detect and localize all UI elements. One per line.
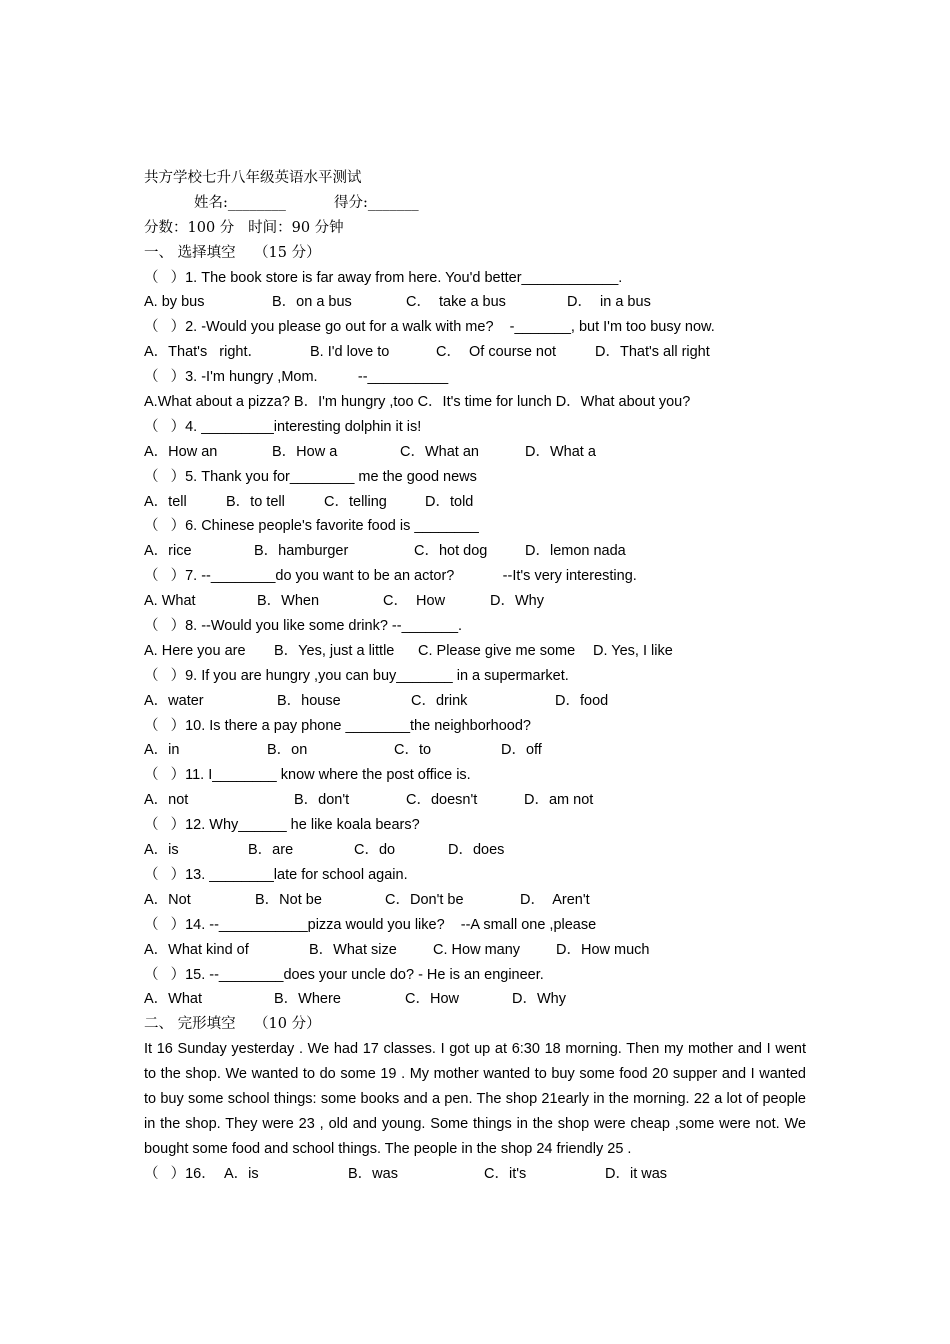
question-13-options bbox=[144, 888, 808, 913]
section-heading-multiple-choice: 一、 选择填空 （15 分） bbox=[144, 244, 321, 261]
option-c: C．What an bbox=[400, 443, 479, 460]
option-d: D．Why bbox=[490, 593, 544, 610]
question-6-options bbox=[144, 539, 808, 564]
question-11-options bbox=[144, 788, 808, 813]
question-9-options bbox=[144, 689, 808, 714]
option-c: C．drink bbox=[411, 692, 468, 709]
option-a: A．is bbox=[144, 842, 179, 859]
question-5: （ ）5. Thank you for________ me the good news bbox=[144, 468, 477, 485]
option-a: A．That's right． bbox=[144, 344, 262, 361]
student-info-line bbox=[144, 191, 808, 216]
option-d: D．off bbox=[501, 742, 542, 759]
option-c: C．to bbox=[394, 742, 432, 759]
option-a: A．How an bbox=[144, 443, 218, 460]
option-a: A. What bbox=[144, 593, 196, 610]
score-time-info: 分数：100 分 时间：90 分钟 bbox=[144, 219, 344, 236]
question-5-options bbox=[144, 490, 808, 515]
option-a: A．Not bbox=[144, 891, 191, 908]
option-d: D． in a bus bbox=[567, 294, 651, 311]
option-a: A．What kind of bbox=[144, 941, 249, 958]
option-d: D．does bbox=[448, 842, 505, 859]
option-c: C. Please give me some bbox=[418, 642, 576, 659]
option-b: B．Yes, just a little bbox=[274, 642, 395, 659]
question-16 bbox=[144, 1162, 808, 1187]
question-2-options bbox=[144, 340, 808, 365]
question-11: （ ）11. I________ know where the post office is. bbox=[144, 767, 471, 784]
option-b: B．How a bbox=[272, 443, 338, 460]
option-d: D．lemon nada bbox=[525, 543, 626, 560]
option-b: B．Where bbox=[274, 991, 341, 1008]
option-a: A．tell bbox=[144, 493, 187, 510]
option-d: D．am not bbox=[524, 792, 594, 809]
question-9: （ ）9. If you are hungry ,you can buy_______ in a supermarket. bbox=[144, 667, 569, 684]
question-3: （ ）3. -I'm hungry ,Mom. --__________ bbox=[144, 369, 449, 386]
question-2: （ ）2. -Would you please go out for a walk with me? -_______, but I'm too busy now. bbox=[144, 319, 715, 336]
option-c: C. How many bbox=[433, 941, 521, 958]
question-12-options bbox=[144, 838, 808, 863]
question-15: （ ）15. --________does your uncle do? - He is an engineer. bbox=[144, 966, 544, 983]
option-a: A．not bbox=[144, 792, 189, 809]
option-b: B．to tell bbox=[226, 493, 285, 510]
option-b: B．don't bbox=[294, 792, 350, 809]
option-c: C．Don't be bbox=[385, 891, 464, 908]
question-8-options bbox=[144, 639, 808, 664]
option-a: A．in bbox=[144, 742, 180, 759]
question-16-number: （ ）16． bbox=[144, 1165, 216, 1182]
option-a: A. Here you are bbox=[144, 642, 246, 659]
question-6: （ ）6. Chinese people's favorite food is ________ bbox=[144, 518, 479, 535]
option-b: B．When bbox=[257, 593, 320, 610]
exam-title: 共方学校七升八年级英语水平测试 bbox=[144, 170, 362, 186]
question-10: （ ）10. Is there a pay phone ________the neighborhood? bbox=[144, 717, 531, 734]
option-b: B．are bbox=[248, 842, 294, 859]
option-d: D．it was bbox=[605, 1165, 668, 1182]
option-b: B．on a bus bbox=[272, 294, 352, 311]
question-14-options bbox=[144, 938, 808, 963]
question-3-options bbox=[144, 390, 808, 415]
option-a: A. by bus bbox=[144, 294, 205, 311]
question-10-options bbox=[144, 738, 808, 763]
option-b: B．was bbox=[348, 1165, 398, 1182]
question-1: （ ）1. The book store is far away from here. You'd better____________. bbox=[144, 269, 623, 286]
question-14: （ ）14. --___________pizza would you like? --A small one ,please bbox=[144, 916, 597, 933]
question-7-options bbox=[144, 589, 808, 614]
cloze-passage: It 16 Sunday yesterday . We had 17 classes. I got up at 6:30 18 morning. Then my mother and I went to the shop. We wanted to do some 19 . My mother wanted to buy some food 20 supper and I wanted to buy some school things: some books and a pen. The shop 21early in the morning. 22 a lot of people in the shop. They were 23 , old and young. Some things in the shop were cheap ,some were not. We bought some food and school things. The people in the shop 24 friendly 25 . bbox=[144, 1041, 806, 1157]
option-b: B．house bbox=[277, 692, 341, 709]
question-1-options bbox=[144, 290, 808, 315]
option-d: D. Yes, I like bbox=[593, 642, 673, 659]
question-12: （ ）12. Why______ he like koala bears? bbox=[144, 817, 420, 834]
option-c: C．doesn't bbox=[406, 792, 478, 809]
option-b: B．on bbox=[267, 742, 308, 759]
option-d: D．Why bbox=[512, 991, 566, 1008]
option-d: D．told bbox=[425, 493, 474, 510]
question-13: （ ）13. ________late for school again. bbox=[144, 866, 408, 883]
option-c: C． take a bus bbox=[406, 294, 506, 311]
option-c: C．telling bbox=[324, 493, 387, 510]
question-4-options bbox=[144, 440, 808, 465]
section-heading-cloze: 二、 完形填空 （10 分） bbox=[144, 1016, 321, 1033]
option-c: C． Of course not bbox=[436, 344, 557, 361]
option-d: D．That's all right bbox=[595, 344, 710, 361]
option-a: A．What bbox=[144, 991, 203, 1008]
question-15-options bbox=[144, 987, 808, 1012]
option-b: B．Not be bbox=[255, 891, 322, 908]
option-c: C． How bbox=[383, 593, 446, 610]
question-7: （ ）7. --________do you want to be an actor? --It's very interesting. bbox=[144, 568, 637, 585]
name-field: 姓名:________ bbox=[194, 194, 286, 211]
option-d: D．food bbox=[555, 692, 609, 709]
option-c: C．it's bbox=[484, 1165, 527, 1182]
option-d: D．What a bbox=[525, 443, 596, 460]
option-b: B．What size bbox=[309, 941, 397, 958]
option-c: C．do bbox=[354, 842, 396, 859]
question-8: （ ）8. --Would you like some drink? --_______. bbox=[144, 618, 463, 635]
option-c: C．hot dog bbox=[414, 543, 488, 560]
score-field: 得分:_______ bbox=[334, 194, 419, 211]
question-4: （ ）4. _________interesting dolphin it is! bbox=[144, 418, 422, 435]
option-a: A．rice bbox=[144, 543, 192, 560]
options-line: A.What about a pizza? B．I'm hungry ,too C．It's time for lunch D．What about you? bbox=[144, 394, 691, 411]
option-d: D． Aren't bbox=[520, 891, 590, 908]
option-b: B. I'd love to bbox=[310, 344, 390, 361]
exam-document bbox=[144, 166, 808, 1187]
option-a: A．water bbox=[144, 692, 204, 709]
option-b: B．hamburger bbox=[254, 543, 349, 560]
option-a: A．is bbox=[224, 1165, 259, 1182]
option-c: C．How bbox=[405, 991, 459, 1008]
option-d: D．How much bbox=[556, 941, 650, 958]
